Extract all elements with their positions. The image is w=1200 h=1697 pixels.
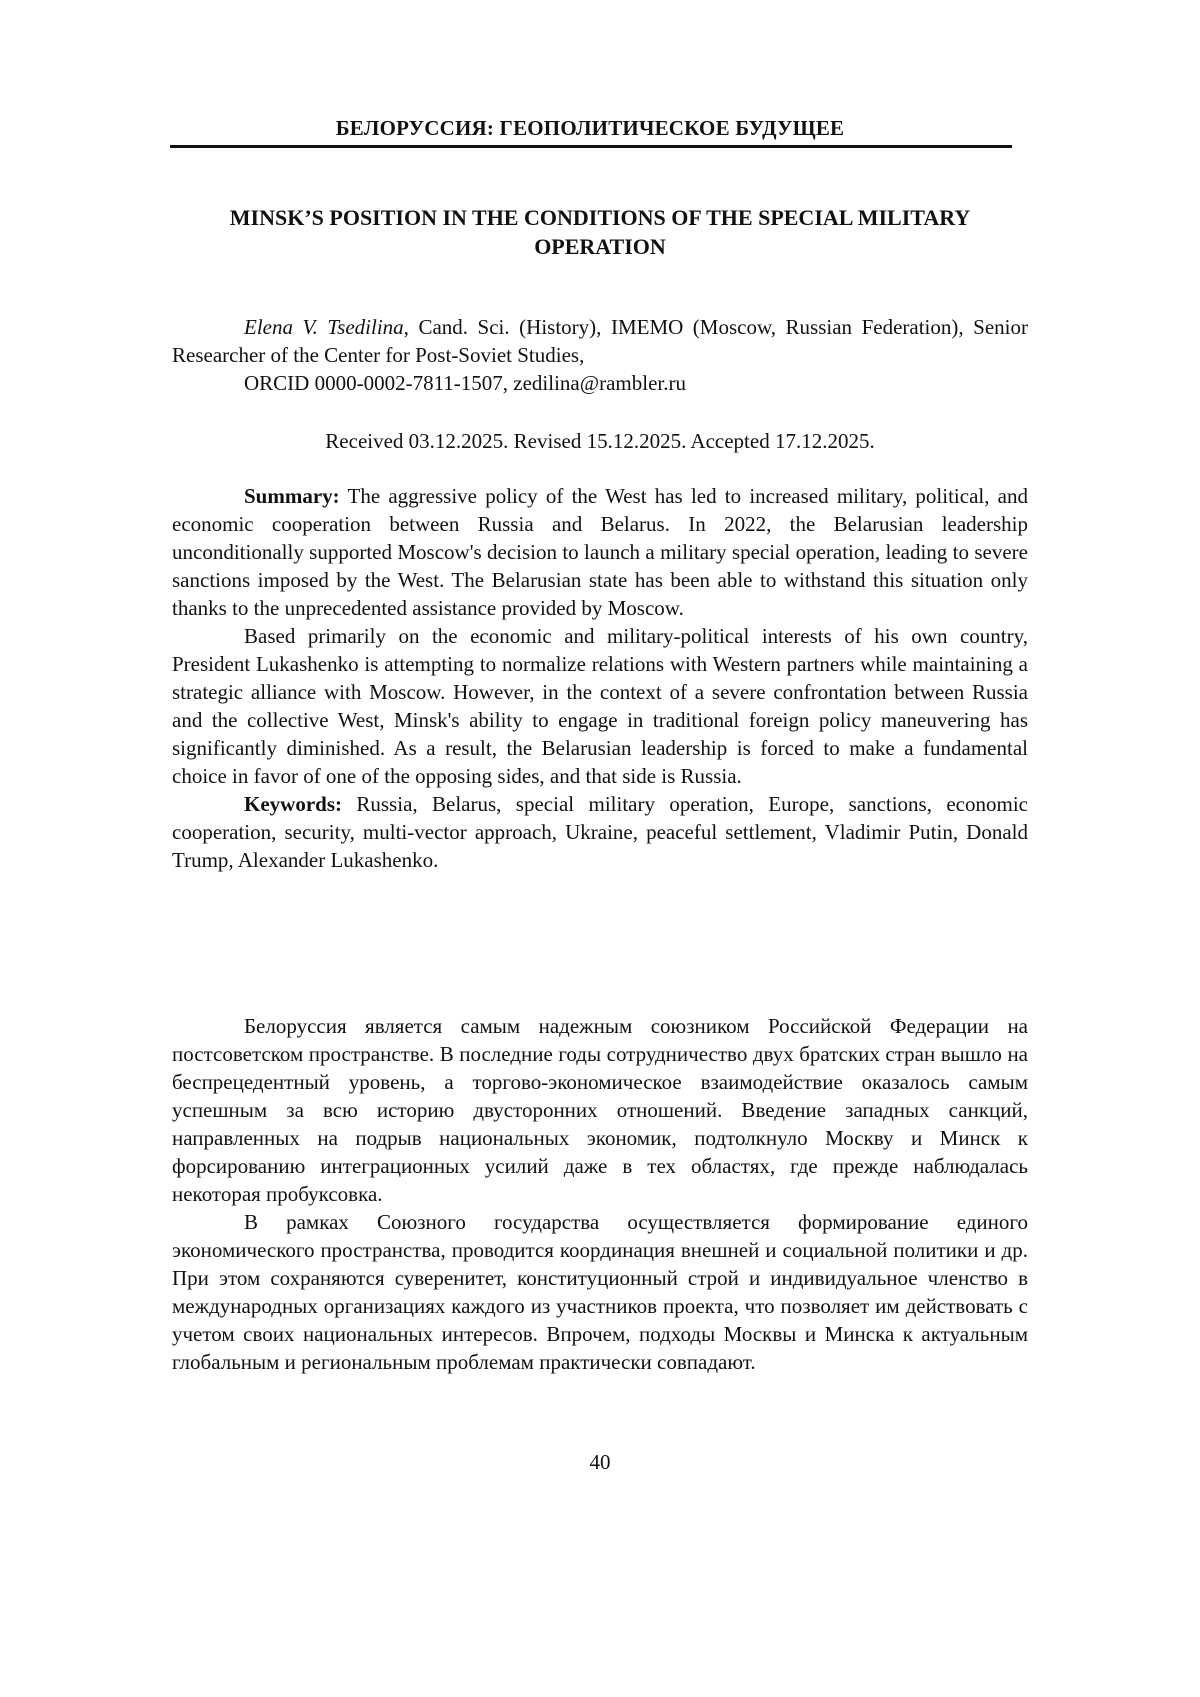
author-affiliation-line [172,313,1028,369]
header-rule [170,145,1012,148]
summary-text-1: The aggressive policy of the West has led to increased military, political, and economic cooperation between Russia and Belarus. In 2022, the Belarusian leadership unconditionally supported Moscow's decision to launch a military special operation, leading to severe sanctions imposed by the West. The Belarusian state has been able to withstand this situation only thanks to the unprecedented assistance provided by Moscow. [172,484,1028,620]
summary-paragraph-2: Based primarily on the economic and military-political interests of his own country, President Lukashenko is attempting to normalize relations with Western partners while maintaining a strategic alliance with Moscow. However, in the context of a severe confrontation between Russia and the collective West, Minsk's ability to engage in traditional foreign policy maneuvering has significantly diminished. As a result, the Belarusian leadership is forced to make a fundamental choice in favor of one of the opposing sides, and that side is Russia. [172,624,1028,788]
running-header: БЕЛОРУССИЯ: ГЕОПОЛИТИЧЕСКОЕ БУДУЩЕЕ [335,116,845,140]
abstract [172,482,1028,874]
body-paragraph-1: Белоруссия является самым надежным союзником Российской Федерации на постсоветском пространстве. В последние годы сотрудничество двух братских стран вышло на беспрецедентный уровень, а торгово-экономическое взаимодействие оказалось самым успешным за всю историю двусторонних отношений. Введение западных санкций, направленных на подрыв национальных экономик, подтолкнуло Москву и Минск к форсированию интеграционных усилий даже в тех областях, где прежде наблюдалась некоторая пробуксовка. [172,1014,1028,1206]
keywords [172,790,1028,874]
author-info [172,313,1028,397]
keywords-text: Russia, Belarus, special military operation, Europe, sanctions, economic cooperation, security, multi-vector approach, Ukraine, peaceful settlement, Vladimir Putin, Donald Trump, Alexander Lukashenko. [172,792,1028,872]
article-title: MINSK’S POSITION IN THE CONDITIONS OF THE SPECIAL MILITARY OPERATION [229,205,971,259]
summary-paragraph-1 [172,482,1028,622]
author-orcid-email: ORCID 0000-0002-7811-1507, zedilina@rambler.ru [244,371,686,395]
summary-label: Summary: [244,484,340,508]
page-number: 40 [589,1450,611,1474]
author-affiliation: , Cand. Sci. (History), IMEMO (Moscow, Russian Federation), Senior Researcher of the Center for Post-Soviet Studies, [172,315,1028,367]
author-name: Elena V. Tsedilina [244,315,404,339]
main-text [172,1012,1028,1376]
submission-dates: Received 03.12.2025. Revised 15.12.2025. Accepted 17.12.2025. [325,429,875,453]
keywords-label: Keywords: [244,792,342,816]
body-paragraph-2: В рамках Союзного государства осуществляется формирование единого экономического пространства, проводится координация внешней и социальной политики и др. При этом сохраняются суверенитет, конституционный строй и индивидуальное членство в международных организациях каждого из участников проекта, что позволяет им действовать с учетом своих национальных интересов. Впрочем, подходы Москвы и Минска к актуальным глобальным и региональным проблемам практически совпадают. [172,1210,1028,1374]
